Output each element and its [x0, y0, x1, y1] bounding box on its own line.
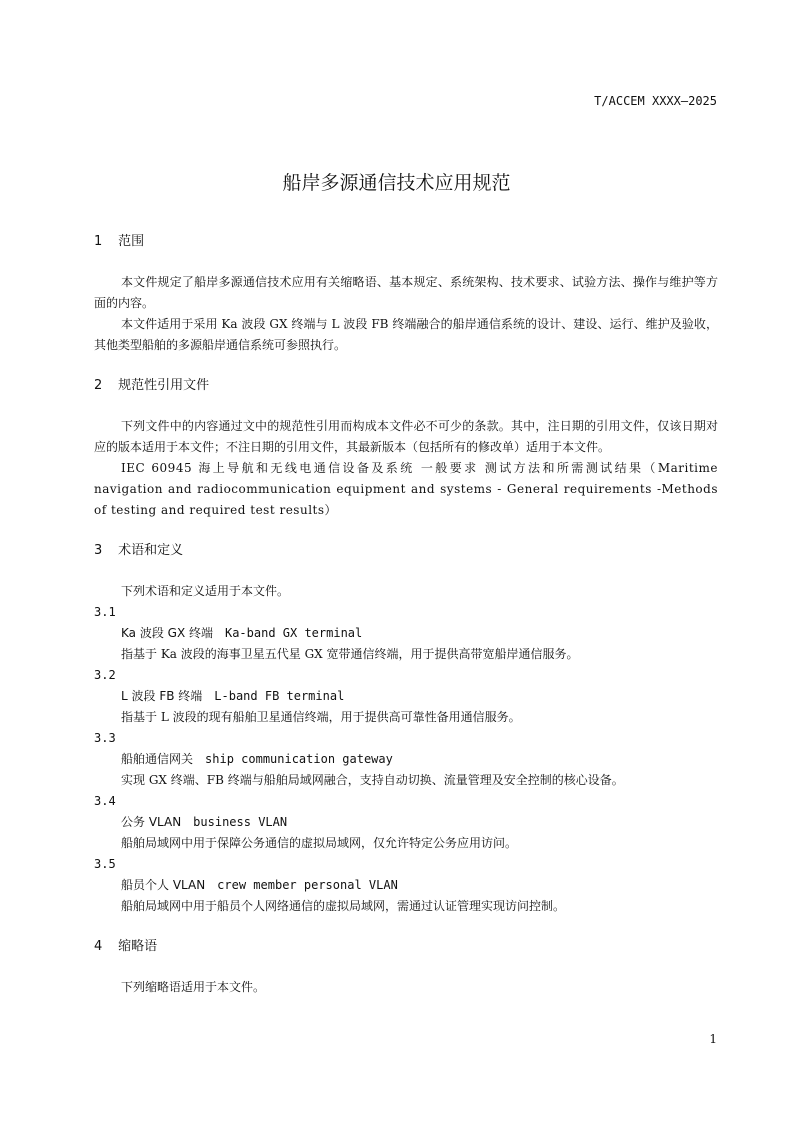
- reference-entry: IEC 60945 海上导航和无线电通信设备及系统 一般要求 测试方法和所需测试结果（Maritime navigation and radiocommunication equipment and systems - General requirements -Methods of testing and required test results）: [94, 461, 718, 517]
- section-heading-terms: [94, 541, 718, 561]
- section-title: 范围: [118, 234, 145, 249]
- section-heading-abbreviations: [94, 937, 718, 957]
- abbreviations-intro: 下列缩略语适用于本文件。: [121, 980, 266, 994]
- term-name: [94, 749, 718, 770]
- standard-code: T/ACCEM XXXX—2025: [594, 94, 717, 108]
- section-number: 3: [94, 543, 103, 558]
- scope-paragraph: 本文件规定了船岸多源通信技术应用有关缩略语、基本规定、系统架构、技术要求、试验方法、操作与维护等方面的内容。: [94, 275, 718, 310]
- term-entry: [94, 602, 718, 665]
- document-body: [94, 232, 718, 998]
- term-entry: [94, 854, 718, 917]
- term-name-en: crew member personal VLAN: [217, 878, 398, 892]
- term-name-en: L-band FB terminal: [214, 689, 345, 703]
- section-heading-scope: [94, 232, 718, 252]
- scope-paragraph: 本文件适用于采用 Ka 波段 GX 终端与 L 波段 FB 终端融合的船岸通信系统的设计、建设、运行、维护及验收，其他类型船舶的多源船岸通信系统可参照执行。: [94, 317, 718, 352]
- term-name-cn: 公务 VLAN: [121, 815, 182, 829]
- term-name: [94, 623, 718, 644]
- term-number: 3.5: [94, 857, 116, 871]
- term-name: [94, 875, 718, 896]
- term-name-cn: 船舶通信网关: [121, 752, 194, 766]
- term-name: [94, 812, 718, 833]
- term-name: [94, 686, 718, 707]
- term-definition: 船舶局域网中用于船员个人网络通信的虚拟局域网，需通过认证管理实现访问控制。: [121, 899, 566, 913]
- term-entry: [94, 791, 718, 854]
- section-number: 1: [94, 234, 103, 249]
- term-definition: 实现 GX 终端、FB 终端与船舶局域网融合，支持自动切换、流量管理及安全控制的核心设备。: [121, 773, 624, 787]
- term-number: 3.1: [94, 605, 116, 619]
- section-title: 规范性引用文件: [118, 378, 210, 393]
- term-definition: 指基于 Ka 波段的海事卫星五代星 GX 宽带通信终端，用于提供高带宽船岸通信服务。: [121, 647, 579, 661]
- section-number: 2: [94, 378, 103, 393]
- term-name-cn: Ka 波段 GX 终端: [121, 626, 213, 640]
- section-heading-normative-refs: [94, 376, 718, 396]
- section-number: 4: [94, 939, 103, 954]
- normative-refs-paragraph: 下列文件中的内容通过文中的规范性引用而构成本文件必不可少的条款。其中，注日期的引用文件，仅该日期对应的版本适用于本文件；不注日期的引用文件，其最新版本（包括所有的修改单）适用于本文件。: [94, 419, 718, 454]
- term-name-en: ship communication gateway: [205, 752, 393, 766]
- term-entry: [94, 728, 718, 791]
- term-number: 3.4: [94, 794, 116, 808]
- section-title: 术语和定义: [118, 543, 184, 558]
- term-number: 3.3: [94, 731, 116, 745]
- document-title: 船岸多源通信技术应用规范: [282, 172, 511, 194]
- section-title: 缩略语: [118, 939, 158, 954]
- term-name-cn: 船员个人 VLAN: [121, 878, 206, 892]
- term-name-en: Ka-band GX terminal: [224, 626, 363, 640]
- term-name-en: business VLAN: [193, 815, 288, 829]
- page-number: 1: [709, 1032, 717, 1046]
- term-entry: [94, 665, 718, 728]
- terms-intro: 下列术语和定义适用于本文件。: [121, 584, 290, 598]
- term-number: 3.2: [94, 668, 116, 682]
- term-name-cn: L 波段 FB 终端: [121, 689, 203, 703]
- term-definition: 船舶局域网中用于保障公务通信的虚拟局域网，仅允许特定公务应用访问。: [121, 836, 518, 850]
- term-definition: 指基于 L 波段的现有船舶卫星通信终端，用于提供高可靠性备用通信服务。: [121, 710, 521, 724]
